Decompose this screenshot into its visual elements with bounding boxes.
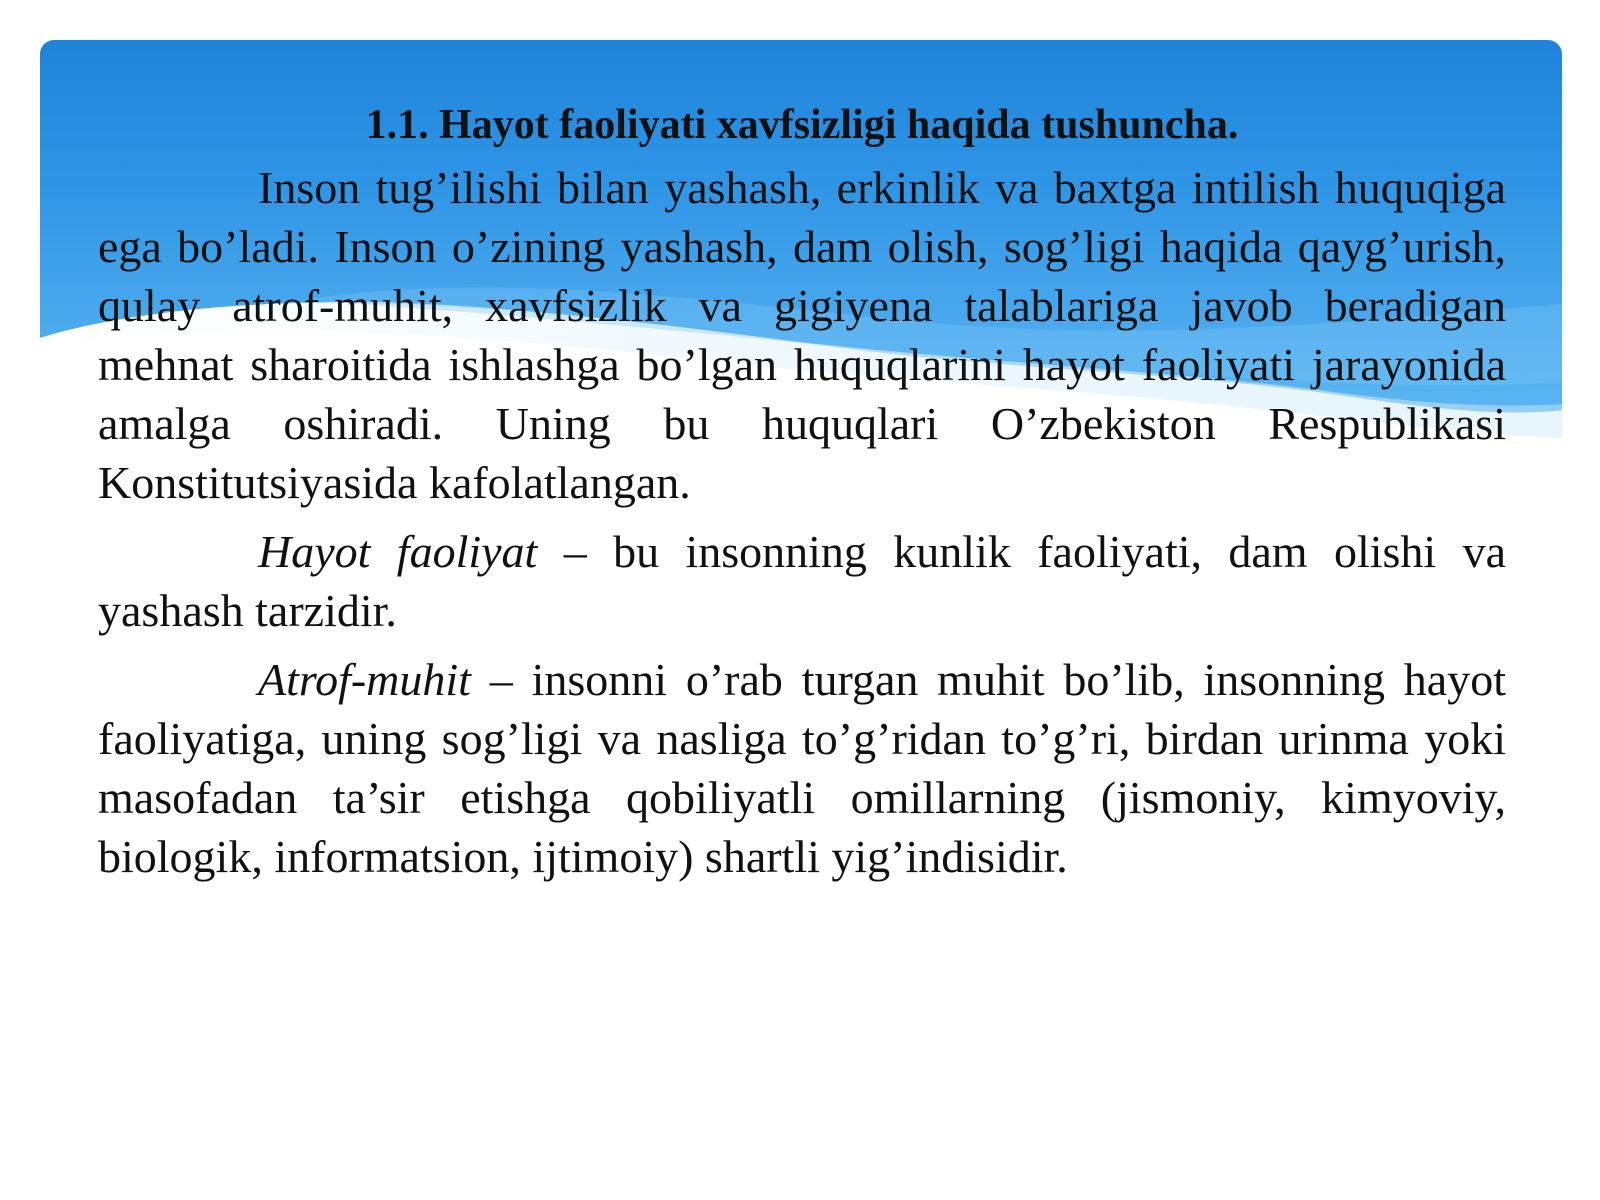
paragraph-definition-hayot-faoliyat	[98, 522, 1506, 640]
slide-content	[98, 92, 1506, 886]
slide-title: 1.1. Hayot faoliyati xavfsizligi haqida tushuncha.	[365, 102, 1239, 148]
paragraph-text: – insonni o’rab turgan muhit bo’lib, insonning hayot faoliyatiga, uning sog’ligi va nasliga to’g’ridan to’g’ri, birdan urinma yoki masofadan ta’sir etishga qobiliyatli omillarning (jismoniy, kimyoviy, biologik, informatsion, ijtimoiy) shartli yig’indisidir.	[98, 654, 1506, 882]
term-atrof-muhit: Atrof-muhit	[258, 654, 471, 705]
paragraph-text: Inson tug’ilishi bilan yashash, erkinlik va baxtga intilish huquqiga ega bo’ladi. Inson o’zining yashash, dam olish, sog’ligi haqida qayg’urish, qulay atrof-muhit, xavfsizlik va gigiyena talablariga javob beradigan mehnat sharoitida ishlashga bo’lgan huquqlarini hayot faoliyati jarayonida amalga oshiradi. Uning bu huquqlari O’zbekiston Respublikasi Konstitutsiyasida kafolatlangan.	[98, 162, 1506, 508]
term-hayot-faoliyat: Hayot faoliyat	[258, 526, 538, 577]
paragraph-definition-atrof-muhit	[98, 650, 1506, 886]
paragraph-definition-rights	[98, 158, 1506, 512]
paragraph-text: – bu insonning kunlik faoliyati, dam olishi va yashash tarzidir.	[98, 526, 1506, 636]
